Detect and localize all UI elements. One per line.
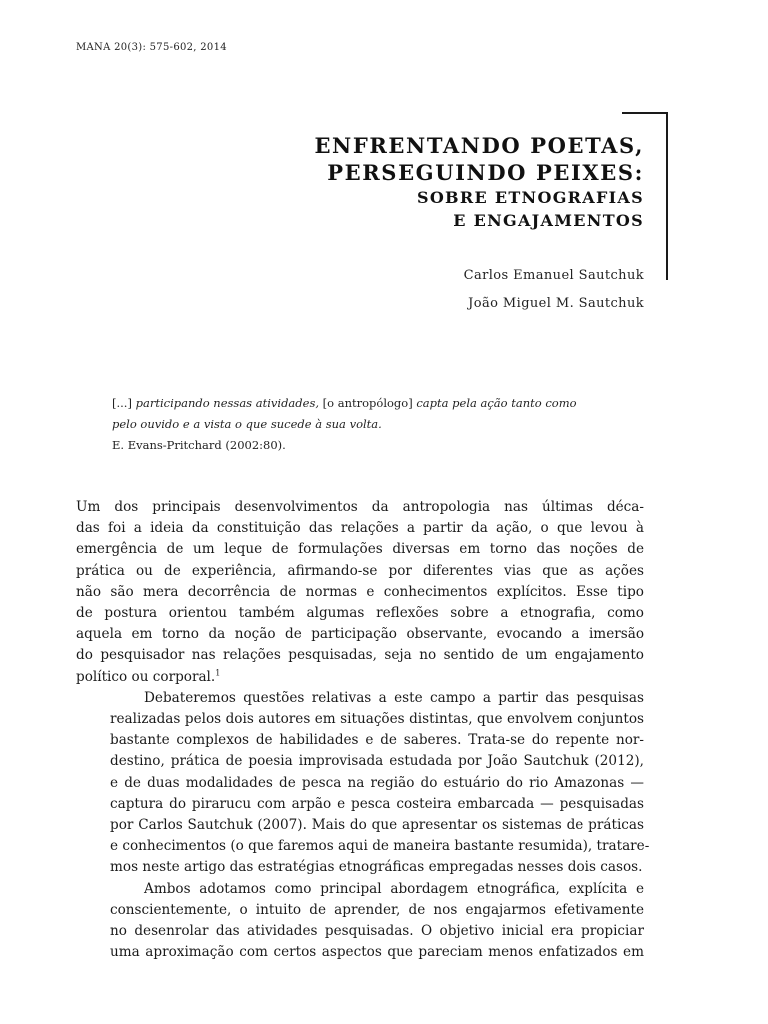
text-line: Ambos adotamos como principal abordagem etnográfica, explícita e [144, 880, 644, 897]
text-line: conscientemente, o intuito de aprender, de nos engajarmos efetivamente [110, 901, 644, 918]
text-line-content: político ou corporal. [76, 668, 216, 685]
text-line: e de duas modalidades de pesca na região do estuário do rio Amazonas — [110, 774, 644, 791]
text-line: captura do pirarucu com arpão e pesca costeira embarcada — pesquisadas [110, 795, 644, 812]
footnote-marker[interactable]: 1 [215, 668, 221, 678]
epigraph-source: E. Evans-Pritchard (2002:80). [112, 438, 286, 452]
text-line: realizadas pelos dois autores em situações distintas, que envolvem conjuntos [110, 711, 644, 728]
paragraph-2 [76, 688, 650, 879]
text-line: emergência de um leque de formulações diversas em torno das noções de [76, 541, 644, 558]
epigraph-quote-part-2: capta pela ação tanto como [412, 396, 577, 410]
subtitle-line-1: SOBRE ETNOGRAFIAS [416, 188, 644, 207]
subtitle-line-2: E ENGAJAMENTOS [453, 211, 644, 230]
author-list [464, 262, 644, 318]
title-line-2: PERSEGUINDO PEIXES: [327, 160, 644, 185]
title-top-rule [622, 112, 668, 114]
text-line: mos neste artigo das estratégias etnográficas empregadas nesses dois casos. [110, 859, 643, 876]
epigraph [112, 393, 646, 456]
text-line: não são mera decorrência de normas e conhecimentos explícitos. Esse tipo [76, 583, 644, 600]
text-line: por Carlos Sautchuk (2007). Mais do que apresentar os sistemas de práticas [110, 817, 644, 834]
epigraph-quote-line-2: pelo ouvido e a vista o que sucede à sua volta. [112, 417, 382, 431]
title-side-rule [666, 112, 668, 280]
text-line: destino, prática de poesia improvisada estudada por João Sautchuk (2012), [110, 753, 644, 770]
text-line: das foi a ideia da constituição das relações a partir da ação, o que levou à [76, 520, 644, 537]
text-line: do pesquisador nas relações pesquisadas, seja no sentido de um engajamento [76, 647, 644, 664]
text-line: e conhecimentos (o que faremos aqui de maneira bastante resumida), tratare- [110, 838, 650, 855]
title-line-1: ENFRENTANDO POETAS, [314, 133, 644, 158]
epigraph-bracket: [o antropólogo] [322, 396, 413, 410]
text-line: Debateremos questões relativas a este campo a partir das pesquisas [144, 689, 644, 706]
epigraph-quote [112, 393, 646, 435]
paragraph-1 [76, 497, 644, 688]
author-name: João Miguel M. Sautchuk [468, 296, 644, 311]
text-line: Um dos principais desenvolvimentos da antropologia nas últimas déca- [76, 499, 644, 515]
author-name: Carlos Emanuel Sautchuk [463, 268, 644, 283]
journal-citation [76, 42, 227, 53]
journal-reference: MANA 20(3): 575-602, 2014 [76, 42, 227, 53]
text-line: uma aproximação com certos aspectos que pareciam menos enfatizados em [110, 944, 644, 961]
text-line: prática ou de experiência, afirmando-se por diferentes vias que as ações [76, 562, 644, 579]
text-line: bastante complexos de habilidades e de saberes. Trata-se do repente nor- [110, 732, 644, 749]
epigraph-prefix: [...] [112, 396, 136, 410]
article-title [314, 132, 644, 232]
paragraph-3 [76, 879, 644, 964]
epigraph-quote-part-1: participando nessas atividades, [135, 396, 323, 410]
text-line: de postura orientou também algumas reflexões sobre a etnografia, como [76, 605, 644, 622]
text-line: aquela em torno da noção de participação observante, evocando a imersão [76, 626, 644, 643]
text-line-last [76, 667, 644, 688]
article-body [76, 497, 650, 963]
text-line: no desenrolar das atividades pesquisadas. O objetivo inicial era propiciar [110, 923, 644, 940]
